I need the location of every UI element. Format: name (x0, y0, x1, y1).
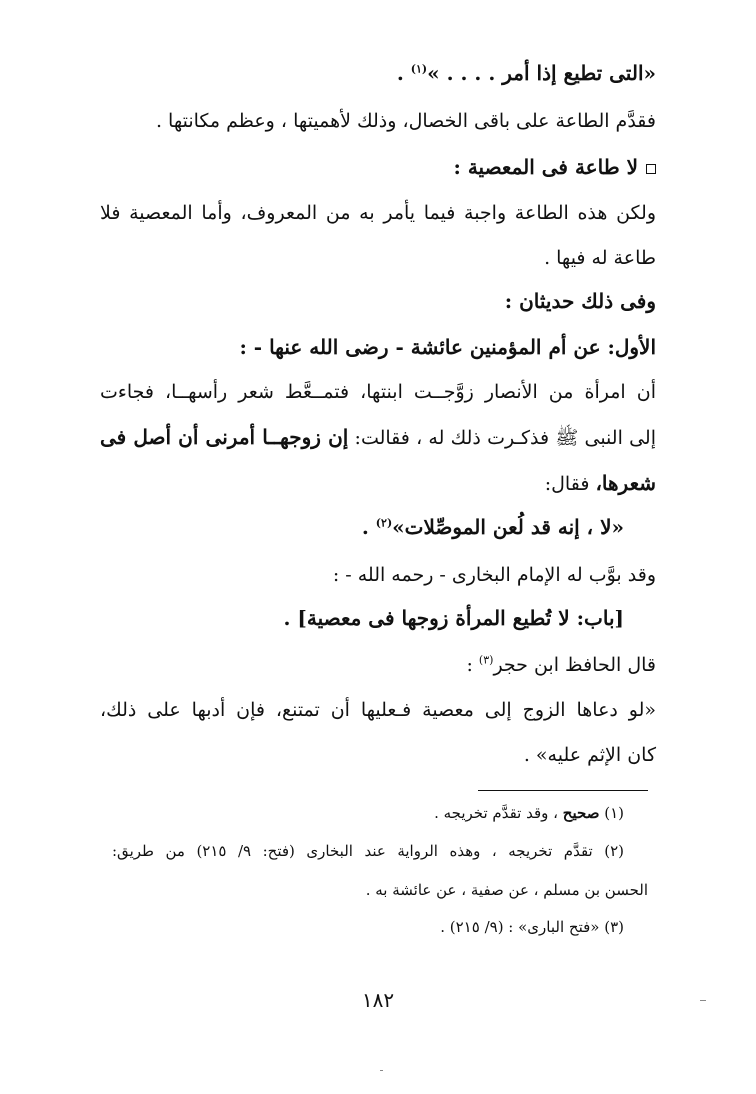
scan-speck (380, 1070, 383, 1071)
paragraph-line (466, 650, 656, 680)
narration-bold-text: شعرها، (595, 471, 656, 495)
narration-text: فقال: (544, 473, 596, 495)
chapter-title (283, 603, 624, 633)
paragraph-line: طاعة له فيها . (544, 247, 656, 269)
narration-bold-text: إن زوجهــا أمرنى أن أصل فى (100, 425, 349, 449)
footnote-2: (٢) تقدَّم تخريجه ، وهذه الرواية عند البخارى (فتح: ٩/ ٢١٥) من طريق: (112, 842, 624, 860)
hadith-heading: الأول: عن أم المؤمنين عائشة - رضى الله عنها - : (239, 335, 656, 359)
footnote-ref-3[interactable]: (٣) (478, 653, 494, 667)
page-number: ١٨٢ (361, 988, 395, 1012)
paragraph-line: أن امرأة من الأنصار زوَّجــت ابنتها، فتمــعَّط شعر رأسهــا، فجاءت (100, 381, 656, 403)
footnote-bold-text: صحيح (562, 804, 600, 822)
footnote-ref-1[interactable]: (١) (410, 62, 428, 76)
footnote-divider (478, 790, 648, 791)
quote-text: «التى تطيع إذا أمر . . . . » (427, 61, 656, 85)
narration-text: إلى النبى ﷺ فذكـرت ذلك له ، فقالت: (348, 427, 656, 449)
quote-line-2 (362, 512, 624, 542)
paragraph-line: ولكن هذه الطاعة واجبة فيما يأمر به من المعروف، وأما المعصية فلا (100, 202, 656, 224)
chapter-title-text: [باب: لا تُطيع المرأة زوجها فى معصية] (297, 606, 624, 630)
attribution-text: قال الحافظ ابن حجر (493, 654, 656, 676)
footnote-2-continued: الحسن بن مسلم ، عن صفية ، عن عائشة به . (365, 881, 648, 899)
punctuation: . (283, 606, 298, 630)
footnote-3: (٣) «فتح البارى» : (٩/ ٢١٥) . (440, 918, 624, 936)
paragraph-line: «لو دعاها الزوج إلى معصية فـعليها أن تمتنع، فإن أدبها على ذلك، (100, 699, 656, 721)
section-heading (453, 152, 656, 182)
paragraph-line (545, 468, 656, 499)
paragraph-line: وقد بوَّب له الإمام البخارى - رحمه الله - : (332, 564, 656, 586)
scan-speck (700, 1000, 706, 1001)
square-bullet-icon (646, 164, 656, 174)
quote-text: «لا ، إنه قد لُعن الموصِّلات» (392, 515, 624, 539)
paragraph-line: كان الإثم عليه» . (523, 744, 656, 766)
paragraph-line (100, 422, 656, 453)
punctuation: . (361, 515, 376, 539)
footnote-number: (١) (604, 804, 624, 822)
footnote-ref-2[interactable]: (٢) (375, 516, 393, 530)
punctuation: : (466, 654, 479, 676)
section-heading-text: لا طاعة فى المعصية : (453, 155, 638, 179)
quote-line-1 (397, 58, 656, 88)
subheading: وفى ذلك حديثان : (504, 289, 656, 313)
footnote-text: ، وقد تقدَّم تخريجه . (434, 804, 563, 822)
punctuation: . (396, 61, 411, 85)
paragraph-line: فقدَّم الطاعة على باقى الخصال، وذلك لأهميتها ، وعظم مكانتها . (155, 110, 656, 132)
footnote-1 (434, 800, 624, 826)
